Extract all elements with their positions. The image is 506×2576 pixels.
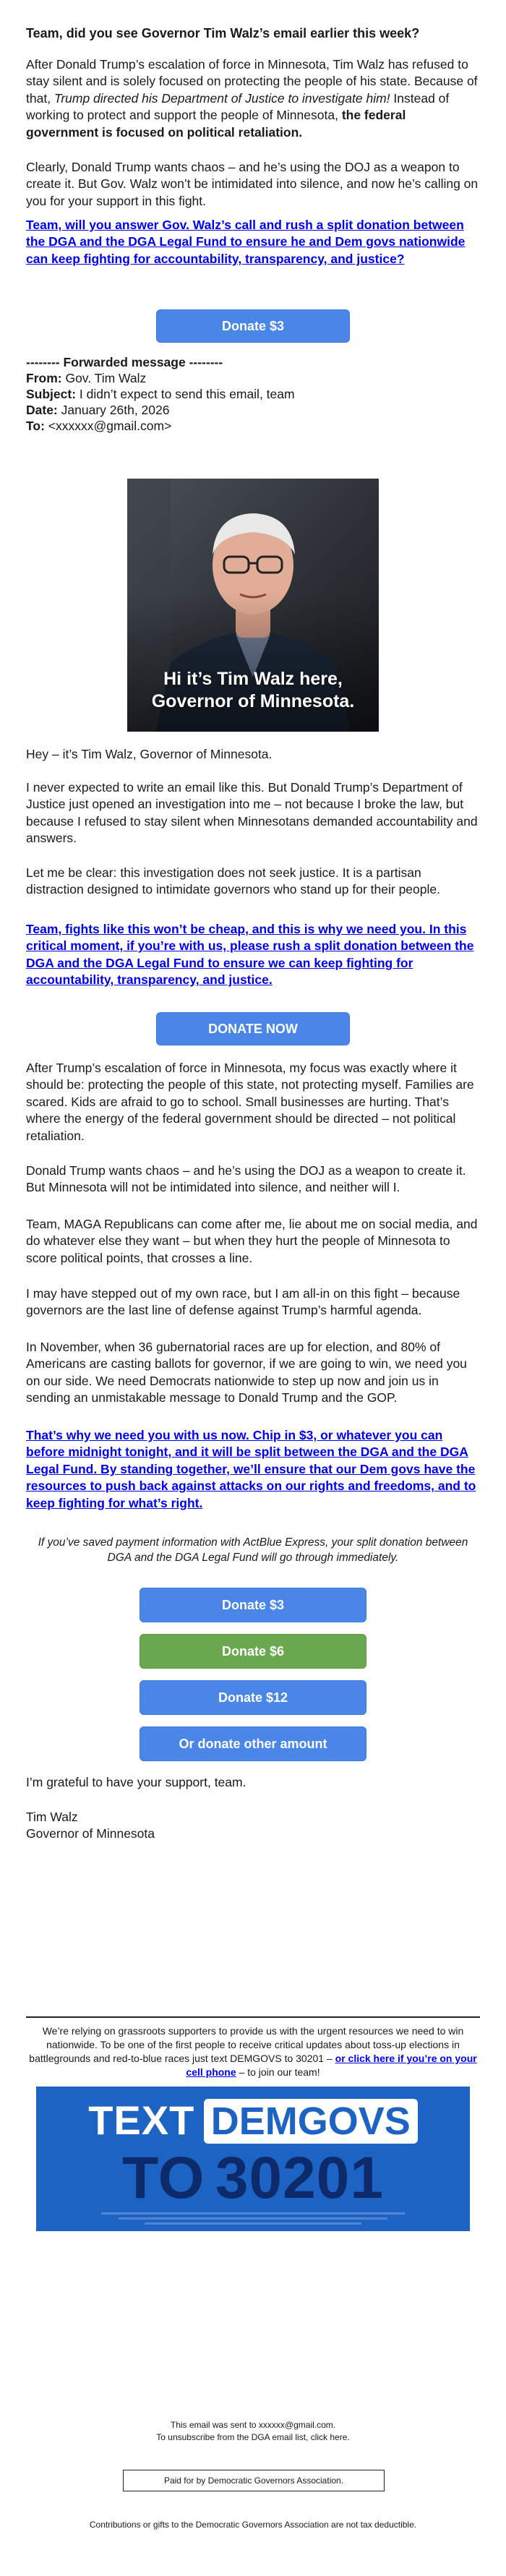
donate-link-split[interactable]: Team, will you answer Gov. Walz’s call and rush a split donation between the DGA and the DGA Legal Fund to ensure he and Dem govs nationwide can keep fighting for accountability, transparency, and justice? — [26, 218, 466, 266]
footer-divider — [26, 2016, 480, 2018]
donate-now-button[interactable]: DONATE NOW — [156, 1012, 350, 1045]
donate-6-button[interactable]: Donate $6 — [140, 1634, 366, 1669]
intro-paragraph: After Donald Trump’s escalation of force in Minnesota, Tim Walz has refused to stay silent and is solely focused on protecting the people of his state. Because of that, Trump directed his Department of Justice to investigate him! Instead of working to protect and support the people of Minnesota, the federal government is focused on political retaliation. — [26, 57, 478, 140]
banner-to: TO — [122, 2145, 205, 2211]
grateful-line: I’m grateful to have your support, team. — [26, 1775, 246, 1789]
donate-3-button-top[interactable]: Donate $3 — [156, 309, 350, 343]
donate-other-amount-button[interactable]: Or donate other amount — [140, 1726, 366, 1761]
forwarded-header — [26, 354, 480, 434]
donate-12-button[interactable]: Donate $12 — [140, 1680, 366, 1715]
forwarded-marker: -------- Forwarded message -------- — [26, 355, 223, 369]
stepped-out-paragraph: I may have stepped out of my own race, but I am all-in on this fight – because governors are the last line of defense against Trump’s harmful agenda. — [26, 1286, 460, 1318]
november-paragraph: In November, when 36 gubernatorial races are up for election, and 80% of Americans are casting ballots for governor, if we are going to win, we need you on our side. We need Democrats nationwide to step up now and join us in sending an unmistakable message to Donald Trump and the GOP. — [26, 1340, 467, 1405]
video-thumbnail[interactable] — [127, 479, 379, 732]
signature-name: Tim Walz — [26, 1810, 78, 1824]
donation-button-group — [0, 1588, 506, 1761]
donate-link-chip-in[interactable]: That’s why we need you with us now. Chip in $3, or whatever you can before midnight tonight, and it will be split between the DGA and the DGA Legal Fund. By standing together, we’ll ensure that our Dem govs have the resources to push back against attacks on our rights and freedoms, and to keep fighting for what’s right. — [26, 1428, 476, 1510]
actblue-note: If you’ve saved payment information with ActBlue Express, your split donation between DGA and the DGA Legal Fund will go through immediately. — [38, 1536, 468, 1564]
banner-fine-print — [101, 2212, 405, 2225]
paid-for-disclaimer: Paid for by Democratic Governors Association. — [123, 2470, 385, 2491]
unsubscribe-link[interactable]: To unsubscribe from the DGA email list, click here. — [156, 2431, 350, 2442]
be-clear-paragraph: Let me be clear: this investigation does not seek justice. It is a partisan distraction designed to intimidate governors who stand up for their people. — [26, 865, 440, 897]
video-caption: Hi it’s Tim Walz here, Governor of Minnesota. — [151, 669, 355, 712]
donate-link-fights[interactable]: Team, fights like this won’t be cheap, and this is why we need you. In this critical moment, if you’re with us, please rush a split donation between the DGA and the DGA Legal Fund to ensure we can keep fighting for accountability, transparency, and justice. — [26, 922, 474, 988]
focus-paragraph: After Trump’s escalation of force in Minnesota, my focus was exactly where it should be: protecting the people of this state, not protecting myself. Families are scared. Kids are afraid to go to school. Small businesses are hurting. That’s where the energy of the federal government should be directed – not political retaliation. — [26, 1061, 474, 1143]
weapon-paragraph: Donald Trump wants chaos – and he’s using the DOJ as a weapon to create it. But Minnesota will not be intimidated into silence, and neither will I. — [26, 1163, 466, 1195]
greeting: Hey – it’s Tim Walz, Governor of Minnesota. — [26, 747, 273, 761]
banner-number: 30201 — [215, 2145, 384, 2211]
forwarded-subject: Subject: I didn’t expect to send this email, team — [26, 387, 295, 402]
sent-to-line: This email was sent to xxxxxx@gmail.com. — [170, 2420, 336, 2430]
chaos-paragraph: Clearly, Donald Trump wants chaos – and he’s using the DOJ as a weapon to create it. But Gov. Walz won’t be intimidated into silence, and now he’s calling on you for your support in this fight. — [26, 160, 479, 208]
forwarded-from: From: Gov. Tim Walz — [26, 371, 147, 386]
never-expected-paragraph: I never expected to write an email like this. But Donald Trump’s Department of Justice just opened an investigation into me – not because I broke the law, but because I refused to stay silent when Minnesotans demanded accountability and answers. — [26, 780, 478, 846]
signature-title: Governor of Minnesota — [26, 1826, 155, 1841]
banner-text-word: TEXT — [88, 2097, 195, 2143]
banner-keyword: DEMGOVS — [204, 2099, 418, 2144]
maga-paragraph: Team, MAGA Republicans can come after me, lie about me on social media, and do whatever else they want – but when they hurt the people of Minnesota to score political points, that crosses a line. — [26, 1217, 478, 1265]
click-here-cell-link[interactable]: or click here if you’re on your cell phone — [186, 2052, 477, 2078]
email-headline: Team, did you see Governor Tim Walz’s email earlier this week? — [26, 26, 420, 40]
not-deductible-note: Contributions or gifts to the Democratic Governors Association are not tax deductible. — [89, 2520, 417, 2530]
forwarded-date: Date: January 26th, 2026 — [26, 403, 170, 418]
forwarded-to: To: <xxxxxx@gmail.com> — [26, 419, 172, 434]
donate-3-button[interactable]: Donate $3 — [140, 1588, 366, 1622]
text-demgovs-banner[interactable] — [36, 2087, 470, 2231]
grassroots-paragraph: We’re relying on grassroots supporters to provide us with the urgent resources we need to win nationwide. To be one of the first people to receive critical updates about toss-up elections in battlegrounds and red-to-blue races just text DEMGOVS to 30201 – or click here if you’re on your cell phone – to join our team! — [29, 2025, 477, 2078]
